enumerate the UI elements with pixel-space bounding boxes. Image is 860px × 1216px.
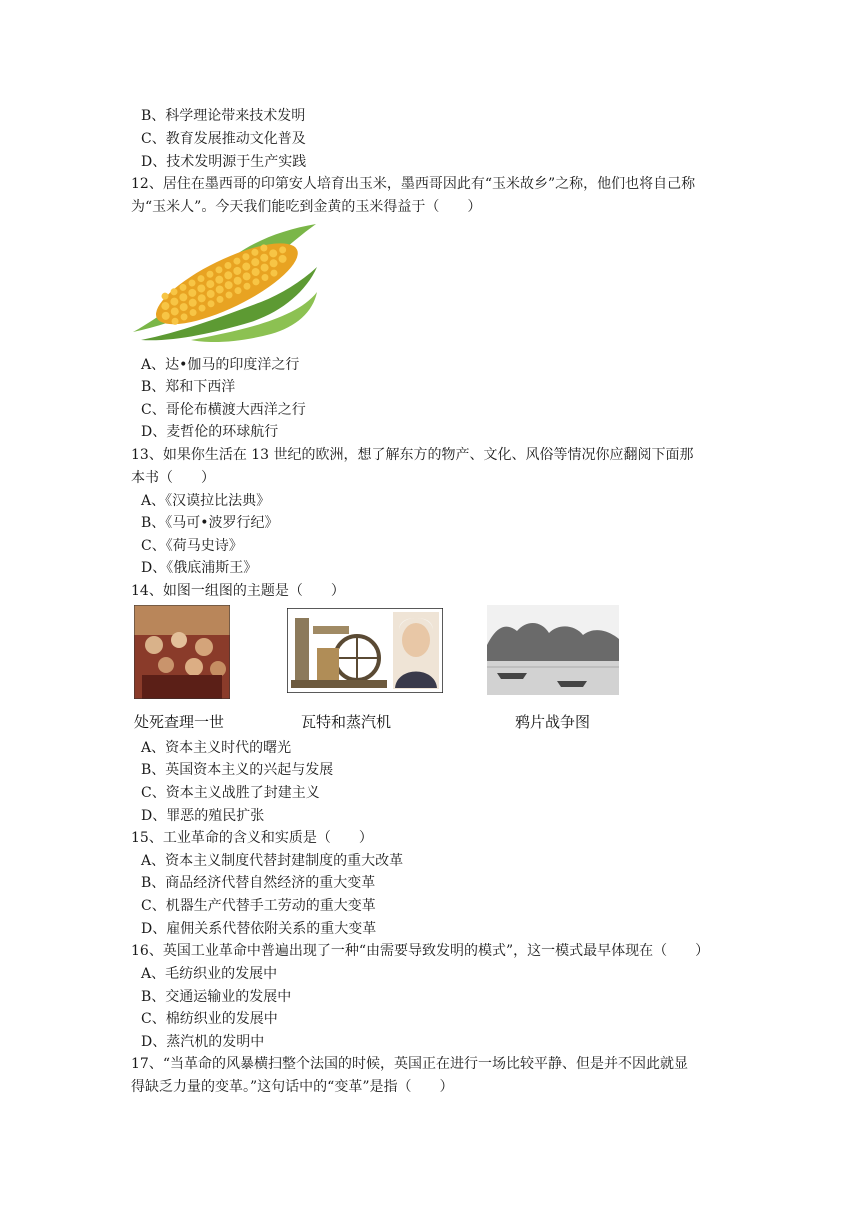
q16-option-c: C、棉纺织业的发展中 (141, 1011, 278, 1027)
q15-option-b: B、商品经济代替自然经济的重大变革 (141, 875, 376, 891)
q12-option-b: B、郑和下西洋 (141, 379, 236, 395)
q14-stem: 14、如图一组图的主题是（ ） (131, 583, 345, 599)
q12-option-a: A、达•伽马的印度洋之行 (141, 357, 300, 373)
watt-steam-engine-image (287, 608, 443, 693)
execution-of-charles-painting (134, 605, 230, 699)
q16-stem: 16、英国工业革命中普遍出现了一种“由需要导致发明的模式”，这一模式最早体现在（ ） (131, 943, 710, 959)
caption-watt-steam-engine: 瓦特和蒸汽机 (301, 713, 392, 731)
q14-option-c: C、资本主义战胜了封建主义 (141, 785, 320, 801)
q13-option-b: B、《马可•波罗行纪》 (141, 515, 279, 531)
q17-stem-line2: 得缺乏力量的变革。”这句话中的“变革”是指（ ） (131, 1079, 454, 1095)
q12-option-c: C、哥伦布横渡大西洋之行 (141, 402, 306, 418)
q17-stem-line1: 17、“当革命的风暴横扫整个法国的时候，英国正在进行一场比较平静、但是并不因此就显 (131, 1056, 688, 1072)
q14-option-d: D、罪恶的殖民扩张 (141, 808, 265, 824)
q12-stem-line1: 12、居住在墨西哥的印第安人培育出玉米，墨西哥因此有“玉米故乡”之称，他们也将自己称 (131, 176, 696, 192)
q13-option-c: C、《荷马史诗》 (141, 538, 243, 554)
q15-option-a: A、资本主义制度代替封建制度的重大改革 (141, 853, 404, 869)
q15-option-d: D、雇佣关系代替依附关系的重大变革 (141, 921, 377, 937)
opium-war-painting (487, 605, 619, 695)
q12-stem-line2: 为“玉米人”。今天我们能吃到金黄的玉米得益于（ ） (131, 199, 482, 215)
q11-option-b: B、科学理论带来技术发明 (141, 108, 306, 124)
q15-stem: 15、工业革命的含义和实质是（ ） (131, 830, 373, 846)
q11-option-c: C、教育发展推动文化普及 (141, 131, 306, 147)
caption-execution-of-charles: 处死查理一世 (134, 713, 225, 731)
q11-option-d: D、技术发明源于生产实践 (141, 154, 307, 170)
q13-option-a: A、《汉谟拉比法典》 (141, 493, 271, 509)
q13-stem-line1: 13、如果你生活在 13 世纪的欧洲，想了解东方的物产、文化、风俗等情况你应翻阅下面那 (131, 447, 694, 463)
caption-opium-war: 鸦片战争图 (515, 713, 591, 731)
q13-option-d: D、《俄底浦斯王》 (141, 560, 258, 576)
q14-option-a: A、资本主义时代的曙光 (141, 740, 292, 756)
q16-option-a: A、毛纺织业的发展中 (141, 966, 278, 982)
q16-option-b: B、交通运输业的发展中 (141, 989, 292, 1005)
corn-image (131, 222, 319, 346)
q12-option-d: D、麦哲伦的环球航行 (141, 424, 279, 440)
q14-option-b: B、英国资本主义的兴起与发展 (141, 762, 334, 778)
q15-option-c: C、机器生产代替手工劳动的重大变革 (141, 898, 376, 914)
q13-stem-line2: 本书（ ） (131, 470, 215, 486)
q16-option-d: D、蒸汽机的发明中 (141, 1034, 265, 1050)
